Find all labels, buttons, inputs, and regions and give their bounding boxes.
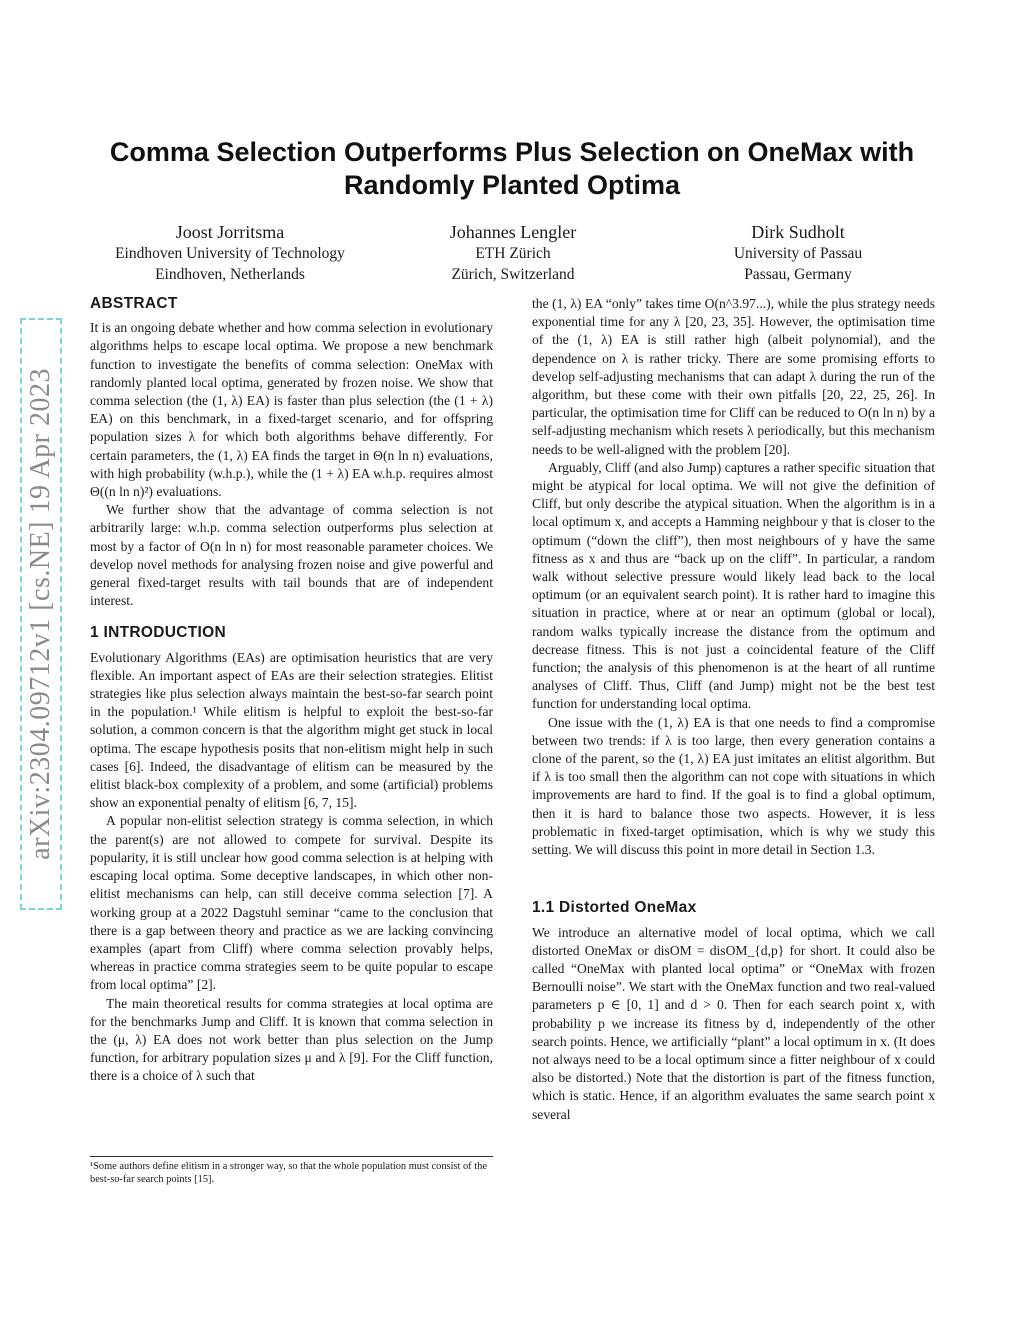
author-name: Joost Jorritsma (175, 222, 285, 242)
author-affiliation: Eindhoven University of Technology (115, 245, 345, 262)
author-affiliation: ETH Zürich (475, 245, 551, 262)
footnote: ¹Some authors define elitism in a stronger way, so that the whole population must consist of the best-so-far search points [15]. (90, 1156, 493, 1186)
right-column (532, 295, 935, 1124)
author-location: Zürich, Switzerland (451, 265, 575, 283)
author-location: Passau, Germany (744, 265, 852, 283)
arxiv-identifier-stamp (20, 318, 62, 910)
author-name: Johannes Lengler (449, 222, 577, 242)
author-3 (658, 220, 938, 285)
left-column (90, 295, 493, 1086)
abstract-heading: ABSTRACT (90, 295, 178, 312)
author-location: Eindhoven, Netherlands (155, 265, 305, 283)
arxiv-id-text: arXiv:2304.09712v1 [cs.NE] 19 Apr 2023 (25, 368, 56, 860)
section-1-1-paragraph-1: We introduce an alternative model of local optima, which we call distorted OneMax or disOM = disOM_{d,p} for short. It could also be called “OneMax with planted local optima” or “OneMax with frozen Bernoulli noise”. We start with the OneMax function and two real-valued parameters p ∈ [0, 1] and d > 0. Then for each search point x, with probability p we increase its fitness by d, independently of the other search points. Hence, we artificially “plant” a local optimum in x. (It does not always need to be a local optimum since a fitter neighbour of x could also be distorted.) Note that the distortion is part of the fitness function, which is static. Hence, if an algorithm evaluates the same search point x several (532, 924, 935, 1122)
author-name: Dirk Sudholt (751, 222, 845, 242)
intro-paragraph-6: One issue with the (1, λ) EA is that one needs to find a compromise between two trends: if λ is too large, then every generation contains a clone of the parent, so the (1, λ) EA just imitates an elitist algorithm. But if λ is too small then the algorithm can not cope with situations in which improvements are hard to find. If the goal is to find a global optimum, then it is hard to balance those two aspects. However, it is less problematic in fixed-target optimisation, which is why we study this setting. We will discuss this point in more detail in Section 1.3. (532, 714, 935, 858)
author-2 (373, 220, 653, 285)
intro-paragraph-1: Evolutionary Algorithms (EAs) are optimisation heuristics that are very flexible. An important aspect of EAs are their selection strategies. Elitist strategies like plus selection always maintain the best-so-far search point in the population.¹ While elitism is helpful to exploit the best-so-far solution, a common concern is that the algorithm might get stuck in local optima. The escape hypothesis posits that non-elitism might help in such cases [6]. Indeed, the disadvantage of elitism can be measured by the elitist black-box complexity of a problem, and some (artificial) problems show an exponential penalty of elitism [6, 7, 15]. (90, 649, 493, 811)
author-affiliation: University of Passau (733, 245, 863, 262)
abstract-paragraph-2: We further show that the advantage of comma selection is not arbitrarily large: w.h.p. comma selection outperforms plus selection at most by a factor of O(n ln n) for most reasonable parameter choices. We develop novel methods for analysing frozen noise and give powerful and general fixed-target results with tail bounds that are of independent interest. (90, 502, 493, 609)
intro-paragraph-2: A popular non-elitist selection strategy is comma selection, in which the parent(s) are not allowed to compete for survival. Despite its popularity, it is still unclear how good comma selection is at helping with escaping local optima. Some deceptive landscapes, in which other non-elitist mechanisms can help, can still deceive comma selection [7]. A working group at a 2022 Dagstuhl seminar “came to the conclusion that there is a gap between theory and practice as we are lacking convincing examples (apart from Cliff) where comma selection provably helps, whereas in practice comma strategies seem to be quite popular to escape from local optima” [2]. (90, 813, 493, 993)
intro-paragraph-5: Arguably, Cliff (and also Jump) captures a rather specific situation that might be atypical for local optima. We will not give the definition of Cliff, but only describe the atypical situation. When the algorithm is in a local optimum x, and accepts a Hamming neighbour y that is closer to the optimum (“down the cliff”), then most neighbours of y have the same fitness as x and thus are “back up on the cliff”. In particular, a random walk without selective pressure would likely lead back to the local optimum (or an equivalent search point). It is rather hard to imagine this situation in practice, where at or near an optimum (global or local), random walks typically increase the distance from the optimum and decrease fitness. This is not just a coincidental feature of the Cliff function; the analysis of this phenomenon is at the heart of all runtime analyses of Cliff. Thus, Cliff (and Jump) might not be the best test function for understanding local optima. (532, 459, 935, 712)
introduction-heading: 1 INTRODUCTION (90, 624, 226, 642)
section-1-1-heading: 1.1 Distorted OneMax (532, 899, 697, 917)
intro-paragraph-4: the (1, λ) EA “only” takes time O(n^3.97...), while the plus strategy needs exponential time for any λ [20, 23, 35]. However, the optimisation time of the (1, λ) EA is still rather high (albeit polynomial), and the dependence on λ is rather tricky. There are some promising efforts to develop self-adjusting mechanisms that can adapt λ during the run of the algorithm, but these come with their own pitfalls [20, 22, 25, 26]. In particular, the optimisation time for Cliff can be reduced to O(n ln n) by a self-adjusting mechanism which resets λ periodically, but this mechanism needs to be well-aligned with the problem [20]. (532, 296, 935, 457)
paper-title: Comma Selection Outperforms Plus Selection on OneMax with Randomly Planted Optima (109, 137, 915, 200)
author-1 (90, 220, 370, 285)
abstract-paragraph-1: It is an ongoing debate whether and how comma selection in evolutionary algorithms helps to escape local optima. We propose a new benchmark function to investigate the benefits of comma selection: OneMax with randomly planted local optima, generated by frozen noise. We show that comma selection (the (1, λ) EA) is faster than plus selection (the (1 + λ) EA) on this benchmark, in a fixed-target scenario, and for offspring population sizes λ for which both algorithms behave differently. For certain parameters, the (1, λ) EA finds the target in Θ(n ln n) evaluations, with high probability (w.h.p.), while the (1 + λ) EA w.h.p. requires almost Θ((n ln n)²) evaluations. (90, 320, 493, 500)
intro-paragraph-3: The main theoretical results for comma strategies at local optima are for the benchmarks Jump and Cliff. It is known that comma selection in the (μ, λ) EA does not work better than plus selection on the Jump function, for arbitrary population sizes μ and λ [9]. For the Cliff function, there is a choice of λ such that (90, 995, 493, 1084)
